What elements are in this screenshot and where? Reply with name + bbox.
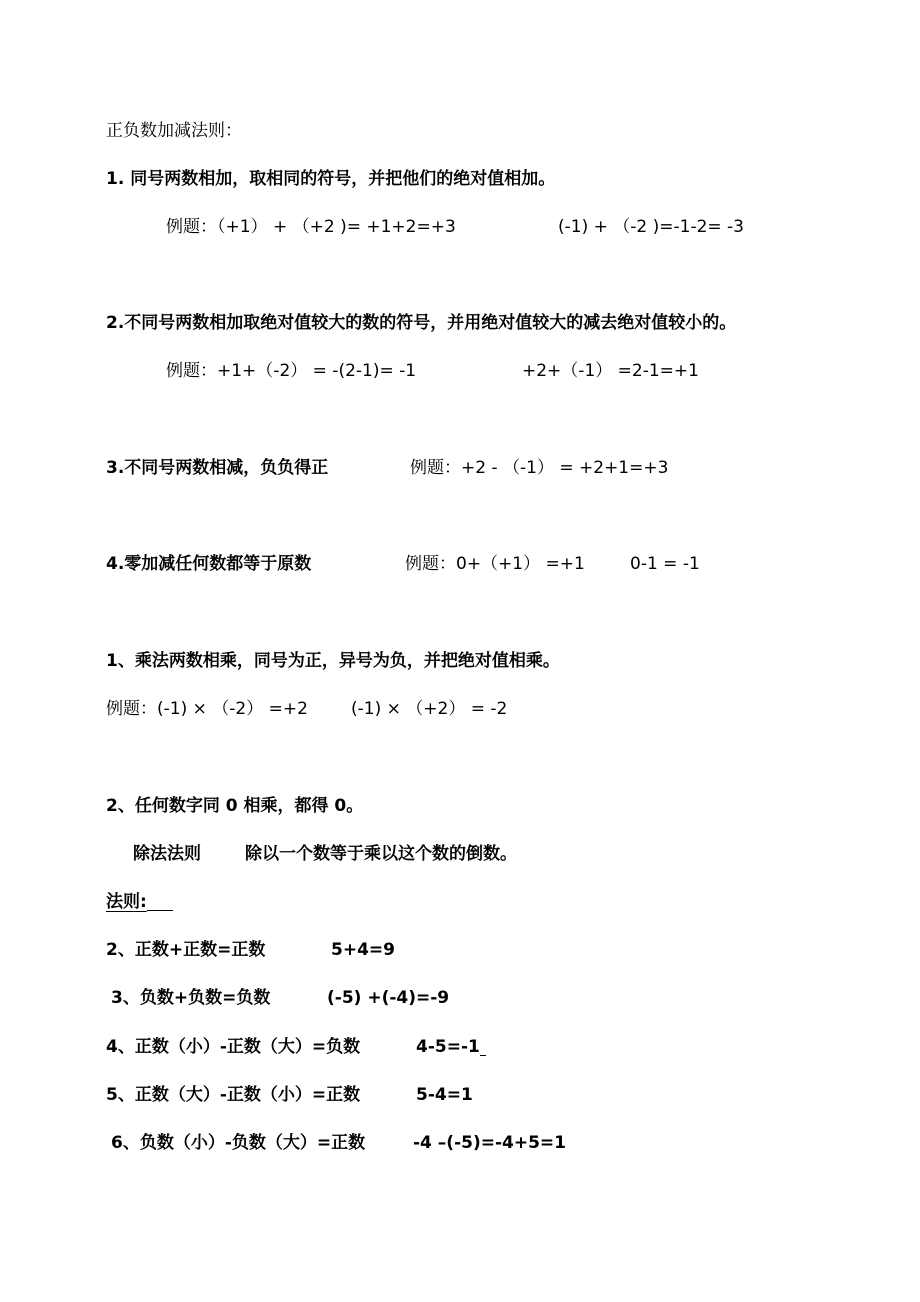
rule-3-example: 例题：+2 - （-1） = +2+1=+3 <box>410 458 669 478</box>
rule-item-6: 6、负数（小）-负数（大）=正数 <box>111 1133 366 1153</box>
rule-4-example-a: 例题：0+（+1） =+1 <box>405 554 585 574</box>
multiplication-example-b: (-1) × （+2） = -2 <box>351 699 508 719</box>
rule-item-4: 4、正数（小）-正数（大）=负数 <box>106 1037 361 1057</box>
rules-label <box>106 892 173 912</box>
rule-4-heading: 4.零加减任何数都等于原数 <box>106 554 312 574</box>
multiplication-rule-2-heading: 2、任何数字同 0 相乘，都得 0。 <box>106 796 364 816</box>
rules-label-text: 法则: <box>106 892 147 912</box>
rule-2-example-a: 例题：+1+（-2） = -(2-1)= -1 <box>166 361 417 381</box>
division-text: 除以一个数等于乘以这个数的倒数。 <box>245 844 517 864</box>
rule-item-5-example: 5-4=1 <box>416 1085 473 1105</box>
rule-item-2: 2、正数+正数=正数 <box>106 940 266 960</box>
rule-item-3-example: (-5) +(-4)=-9 <box>327 988 450 1008</box>
division-label: 除法法则 <box>133 844 201 864</box>
rule-4-example-b: 0-1 = -1 <box>630 554 700 574</box>
rule-1-example-b: (-1) + （-2 )=-1-2= -3 <box>558 217 744 237</box>
rule-item-5: 5、正数（大）-正数（小）=正数 <box>106 1085 361 1105</box>
rule-1-example-a: 例题：（+1） + （+2 )= +1+2=+3 <box>166 217 456 237</box>
rule-item-4-example-text: 4-5=-1 <box>416 1037 480 1057</box>
multiplication-rule-1-heading: 1、乘法两数相乘，同号为正，异号为负，并把绝对值相乘。 <box>106 651 560 671</box>
rule-2-heading: 2.不同号两数相加取绝对值较大的数的符号，并用绝对值较大的减去绝对值较小的。 <box>106 313 737 333</box>
rule-item-2-example: 5+4=9 <box>331 940 395 960</box>
page-title: 正负数加减法则： <box>106 121 242 141</box>
rule-item-4-example <box>416 1037 486 1057</box>
multiplication-example-a: 例题：(-1) × （-2） =+2 <box>106 699 308 719</box>
rule-3-heading: 3.不同号两数相减，负负得正 <box>106 458 329 478</box>
rule-2-example-b: +2+（-1） =2-1=+1 <box>522 361 699 381</box>
underline-tail <box>480 1037 486 1056</box>
rule-1-heading: 1. 同号两数相加，取相同的符号，并把他们的绝对值相加。 <box>106 169 556 189</box>
underline-blank <box>147 892 173 911</box>
rule-item-3: 3、负数+负数=负数 <box>111 988 271 1008</box>
rule-item-6-example: -4 –(-5)=-4+5=1 <box>413 1133 566 1153</box>
